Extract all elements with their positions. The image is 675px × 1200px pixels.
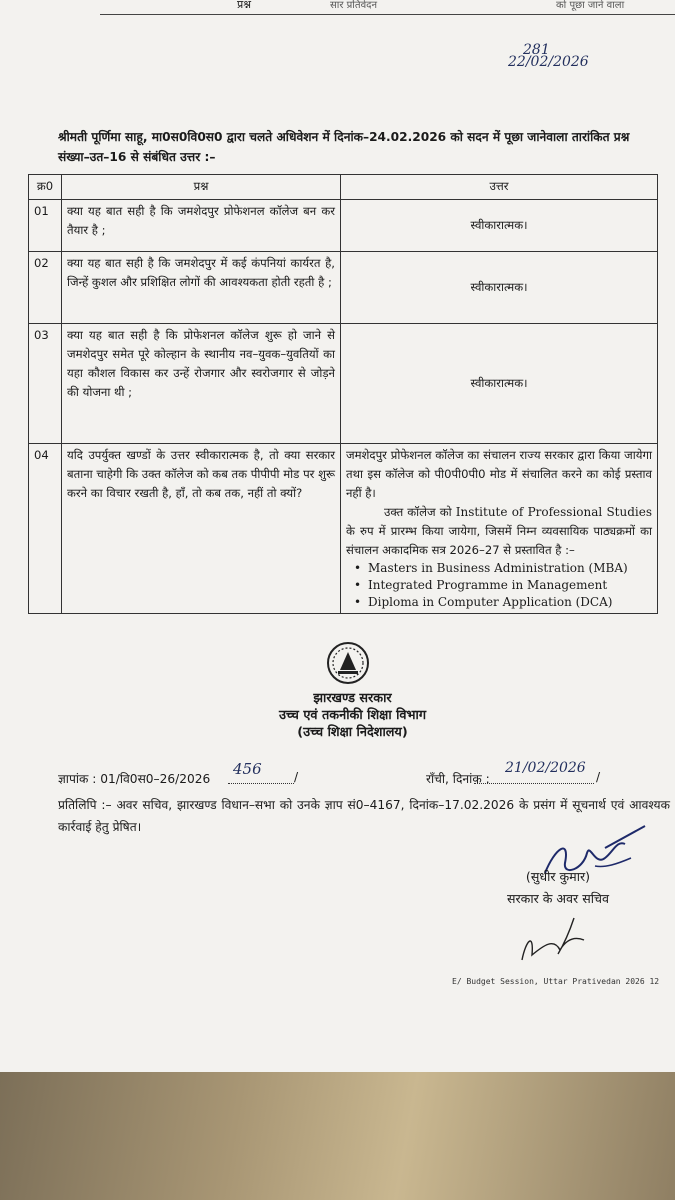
row-question: क्या यह बात सही है कि जमशेदपुर प्रोफेशनल कॉलेज बन कर तैयार है ;	[62, 200, 341, 252]
row-answer: स्वीकारात्मक।	[341, 324, 658, 444]
row-question: यदि उपर्युक्त खण्डों के उत्तर स्वीकारात्मक है, तो क्या सरकार बताना चाहेगी कि उक्त कॉलेज को कब तक पीपीपी मोड पर शुरू करने का विचार रखती है, हाँ, तो कब तक, नहीं तो क्यों?	[62, 444, 341, 614]
department-name: उच्च एवं तकनीकी शिक्षा विभाग	[278, 708, 427, 723]
handwritten-receipt-number: 281	[523, 42, 550, 58]
header-right-text: को पूछा जाने वाला	[556, 0, 625, 11]
row-question: क्या यह बात सही है कि जमशेदपुर में कई कंपनियां कार्यरत है, जिन्हें कुशल और प्रशिक्षित लोगों की आवश्यकता होती रहती है ;	[62, 252, 341, 324]
letter-number-blank	[228, 783, 294, 784]
state-emblem-icon	[326, 640, 370, 686]
row-serial: 02	[29, 252, 62, 324]
header-answer: उत्तर	[341, 175, 658, 200]
institute-name: Institute of Professional Studies	[455, 505, 653, 519]
signatory-name: (सुधीर कुमार)	[525, 869, 591, 884]
copy-forward-note: प्रतिलिपि :– अवर सचिव, झारखण्ड विधान–सभा को उनके ज्ञाप सं0–4167, दिनांक–17.02.2026 के प्रसंग में सूचनार्थ एवं आवश्यक कार्रवाई हेतु प्रेषित।	[58, 798, 670, 834]
date-blank	[474, 783, 594, 784]
course-list	[346, 560, 652, 611]
place-date-label: राँची, दिनांक :	[426, 772, 490, 786]
answer-paragraph-1: जमशेदपुर प्रोफेशनल कॉलेज का संचालन राज्य सरकार द्वारा किया जायेगा तथा इस कॉलेज को पी0पी0पी0 मोड में संचालित करने का कोई प्रस्ताव नहीं है।	[346, 448, 652, 500]
letter-number-label: ज्ञापांक : 01/वि0स0–26/2026	[58, 772, 211, 786]
answer-para2-start: उक्त कॉलेज को	[384, 505, 452, 519]
row-serial: 03	[29, 324, 62, 444]
header-serial: क्र0	[29, 175, 62, 200]
question-intro: श्रीमती पूर्णिमा साहू, मा0स0वि0स0 द्वारा चलते अधिवेशन में दिनांक–24.02.2026 को सदन में पूछा जानेवाला तारांकित प्रश्न संख्या–उत–16 से संबंधित उत्तर :–	[58, 130, 630, 164]
table-row	[29, 252, 658, 324]
signatory-block	[507, 866, 609, 910]
table-row	[29, 324, 658, 444]
row-answer: स्वीकारात्मक।	[341, 200, 658, 252]
handwritten-initials	[514, 910, 594, 970]
letter-number-slash: /	[294, 770, 299, 784]
header-question: प्रश्न	[62, 175, 341, 200]
previous-page-header-strip	[0, 0, 675, 18]
header-rule	[100, 14, 675, 15]
government-name: झारखण्ड सरकार	[313, 691, 392, 706]
row-serial: 04	[29, 444, 62, 614]
row-answer: स्वीकारात्मक।	[341, 252, 658, 324]
header-mid-text: सार प्रतिवेदन	[330, 0, 378, 11]
handwritten-letter-number: 456	[233, 760, 262, 778]
table-row	[29, 444, 658, 614]
date-slash: /	[596, 770, 601, 784]
list-item: • Diploma in Computer Application (DCA)	[368, 594, 652, 611]
answer-paragraph-2	[346, 503, 652, 560]
row-serial: 01	[29, 200, 62, 252]
table-header-row	[29, 175, 658, 200]
footer-file-reference: E/ Budget Session, Uttar Prativedan 2026 12	[452, 977, 660, 986]
list-item: • Masters in Business Administration (MBA)	[368, 560, 652, 577]
answer-para2-end: के रुप में प्रारम्भ किया जायेगा, जिसमें निम्न व्यवसायिक पाठ्यक्रमों का संचालन अकादमिक सत्र 2026–27 से प्रस्तावित है :–	[346, 524, 652, 557]
handwritten-receipt-date: 22/02/2026	[508, 54, 589, 70]
row-question: क्या यह बात सही है कि प्रोफेशनल कॉलेज शुरू हो जाने से जमशेदपुर समेत पूरे कोल्हान के स्थानीय नव–युवक–युवतियों का यहा कौशल विकास कर उन्हें रोजगार और स्वरोजगार से जोड़ने की योजना थी ;	[62, 324, 341, 444]
directorate-name: (उच्च शिक्षा निदेशालय)	[297, 725, 408, 740]
table-row	[29, 200, 658, 252]
header-question-label: प्रश्न	[237, 0, 252, 11]
question-answer-table	[28, 174, 658, 614]
list-item: • Integrated Programme in Management	[368, 577, 652, 594]
row-answer-detailed	[341, 444, 658, 614]
background-surface	[0, 1072, 675, 1200]
department-block	[0, 690, 675, 741]
handwritten-dispatch-date: 21/02/2026	[505, 760, 586, 776]
signatory-designation: सरकार के अवर सचिव	[507, 891, 609, 906]
